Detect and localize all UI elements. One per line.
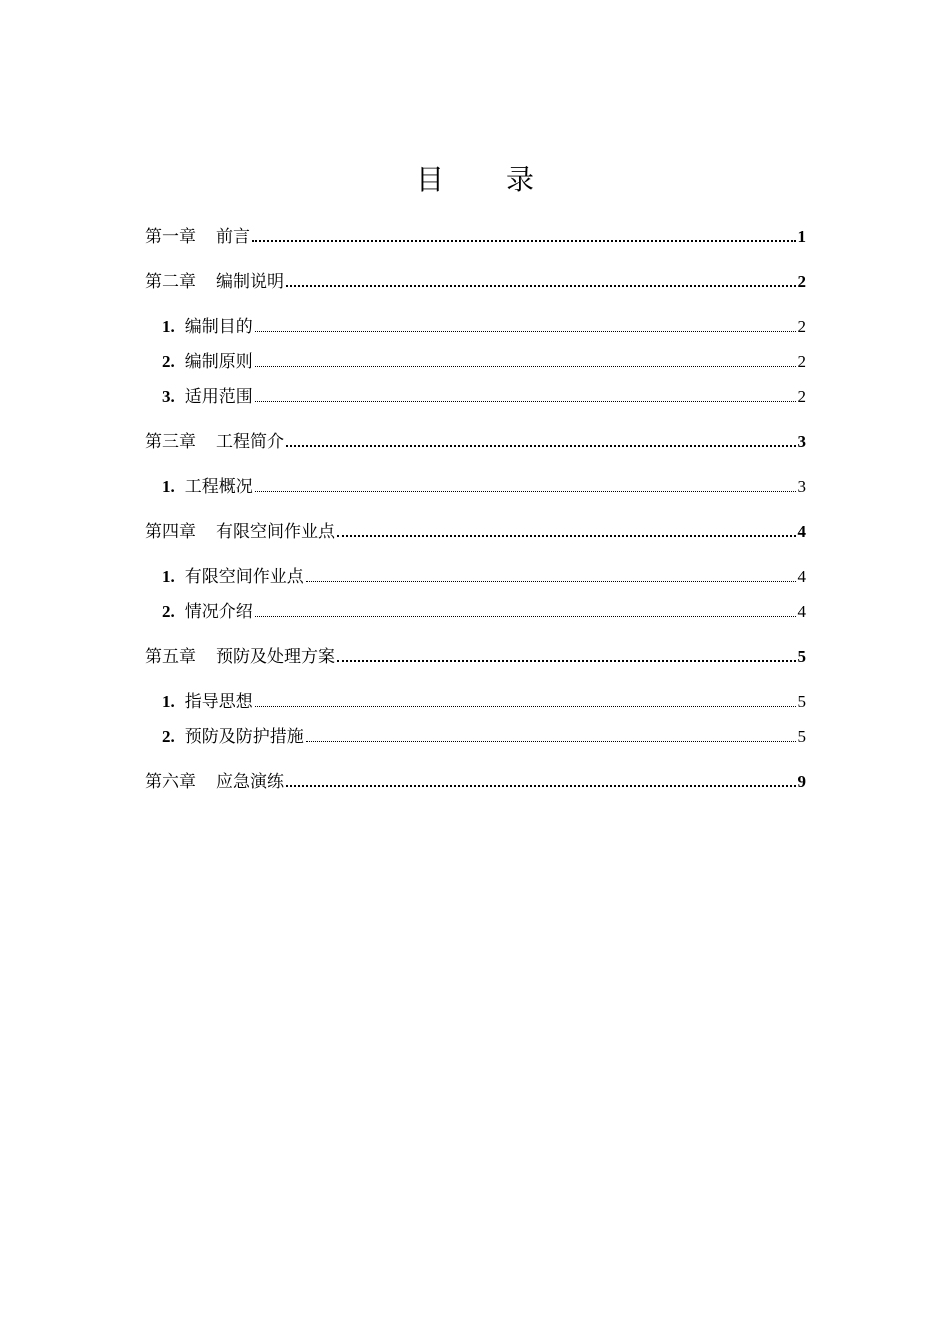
page-number: 5	[797, 692, 806, 711]
dot-leader	[255, 693, 796, 707]
page-number: 2	[797, 387, 806, 406]
section-title: 预防及防护措施	[184, 727, 304, 747]
chapter-label: 第五章	[145, 647, 196, 667]
chapter-label: 第六章	[145, 772, 196, 792]
page-number: 4	[797, 522, 806, 541]
section-title: 情况介绍	[184, 602, 253, 622]
toc-section-entry[interactable]: 3 . 适用范围 2	[162, 387, 806, 407]
dot-leader	[252, 228, 796, 242]
page-number: 1	[797, 227, 806, 246]
toc-chapter-entry[interactable]	[145, 430, 806, 475]
section-number: 1	[162, 567, 171, 586]
section-title: 编制目的	[184, 317, 253, 337]
dot-leader	[255, 353, 796, 367]
section-number: 3	[162, 387, 171, 406]
dot-leader	[337, 523, 796, 537]
page-number: 2	[797, 352, 806, 371]
toc-section-entry[interactable]: 2 . 编制原则 2	[162, 352, 806, 372]
page-number: 5	[797, 647, 806, 666]
chapter-label: 第二章	[145, 272, 196, 292]
dot-leader	[286, 273, 796, 287]
page-number: 3	[797, 432, 806, 451]
toc-title-char-2: 录	[505, 163, 534, 196]
toc-chapter-entry[interactable]	[145, 645, 806, 690]
dot-leader	[286, 433, 796, 447]
section-title: 有限空间作业点	[184, 567, 304, 587]
dot-leader	[286, 773, 796, 787]
dot-leader	[306, 728, 796, 742]
section-title: 指导思想	[184, 692, 253, 712]
toc-list	[145, 225, 806, 815]
section-number: 1	[162, 317, 171, 336]
section-number: 1	[162, 477, 171, 496]
chapter-title: 工程简介	[216, 432, 284, 452]
section-number: 2	[162, 602, 171, 621]
page-number: 4	[797, 567, 806, 586]
section-title: 适用范围	[184, 387, 253, 407]
page-number: 3	[797, 477, 806, 496]
toc-section-entry[interactable]: 1 . 有限空间作业点 4	[162, 567, 806, 587]
dot-leader	[255, 388, 796, 402]
chapter-label: 第三章	[145, 432, 196, 452]
toc-section-entry[interactable]: 2 . 预防及防护措施 5	[162, 727, 806, 747]
chapter-title: 编制说明	[216, 272, 284, 292]
dot-leader	[306, 568, 796, 582]
dot-leader	[255, 603, 796, 617]
toc-title	[0, 160, 950, 200]
chapter-label: 第一章	[145, 227, 196, 247]
section-number: 1	[162, 692, 171, 711]
page-number: 2	[797, 317, 806, 336]
page-number: 2	[797, 272, 806, 291]
dot-leader	[255, 478, 796, 492]
page-number: 9	[797, 772, 806, 791]
section-title: 工程概况	[184, 477, 253, 497]
toc-section-entry[interactable]: 1 . 指导思想 5	[162, 692, 806, 712]
section-number: 2	[162, 727, 171, 746]
toc-section-entry[interactable]: 1 . 编制目的 2	[162, 317, 806, 337]
page-number: 5	[797, 727, 806, 746]
dot-leader	[255, 318, 796, 332]
chapter-title: 前言	[216, 227, 250, 247]
chapter-title: 有限空间作业点	[216, 522, 335, 542]
chapter-label: 第四章	[145, 522, 196, 542]
page-number: 4	[797, 602, 806, 621]
toc-title-char-1: 目	[415, 163, 444, 196]
toc-chapter-entry[interactable]	[145, 770, 806, 815]
chapter-title: 预防及处理方案	[216, 647, 335, 667]
toc-section-entry[interactable]: 1 . 工程概况 3	[162, 477, 806, 497]
chapter-title: 应急演练	[216, 772, 284, 792]
toc-chapter-entry[interactable]	[145, 520, 806, 565]
section-title: 编制原则	[184, 352, 253, 372]
toc-chapter-entry[interactable]	[145, 225, 806, 270]
toc-chapter-entry[interactable]	[145, 270, 806, 315]
section-number: 2	[162, 352, 171, 371]
toc-section-entry[interactable]: 2 . 情况介绍 4	[162, 602, 806, 622]
dot-leader	[337, 648, 796, 662]
